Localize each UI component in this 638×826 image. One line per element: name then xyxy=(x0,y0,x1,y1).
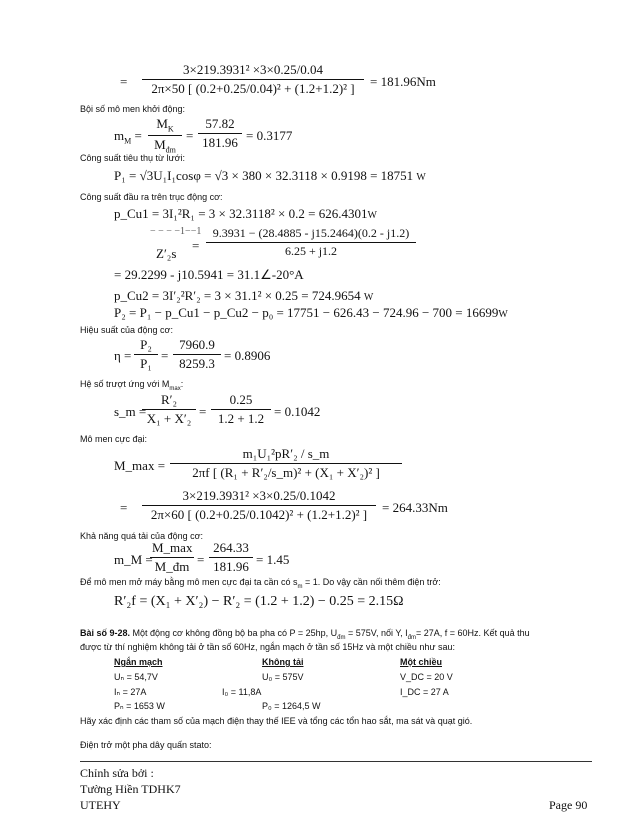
table-header: Không tải xyxy=(262,657,304,667)
slip-fraction: $\frac{\text{R′₂}}{\text{X₁ + X′₂}}$ xyxy=(142,392,196,427)
overload-fraction: M_max M_đm xyxy=(152,540,193,574)
impedance-label: Z′₂s xyxy=(156,246,177,261)
footer-divider xyxy=(80,761,592,762)
torque-start-result: = 181.96Nm xyxy=(370,74,436,89)
table-header: Ngắn mạch xyxy=(114,657,163,667)
footer-editor-label: Chỉnh sửa bởi : xyxy=(80,766,154,780)
output-power-equation: P₂ = P₁ − p_Cu1 − p_Cu2 − p₀ = 17751 − 626.43 − 724.96 − 700 = 16699W xyxy=(114,305,508,320)
table-cell: I_DC = 27 A xyxy=(400,687,449,697)
problem-text: được từ thí nghiệm không tải ở tần số 60Hz, ngắn mạch ở tần số 15Hz và một chiều như sau: xyxy=(80,642,455,652)
ratio-fraction: $M_K$ $M_{đm}$ xyxy=(148,116,182,154)
fraction-denominator: 2π×50 [ (0.2+0.25/0.04)² + (1.2+1.2)² ] xyxy=(151,81,355,96)
efficiency-values: $\frac{7960.9}{8259.3}$ xyxy=(173,337,221,372)
section-label: Để mô men mở máy bằng mô men cực đại ta cần có $s_m = 1$. Do vậy cần nối thêm điện trở: xyxy=(80,577,441,590)
copper-loss-stator-equation: p_Cu1 = 3I₁²R₁ = 3 × 32.3118² × 0.2 = 626.4301W xyxy=(114,206,377,221)
table-cell: U₀ = 575V xyxy=(262,672,304,682)
section-label: Hiệu suất của động cơ: xyxy=(80,325,173,335)
slip-values: $\frac{0.25}{1.2 + 1.2}$ xyxy=(211,392,271,427)
equals-sign: = xyxy=(120,74,128,89)
overload-result: = 1.45 xyxy=(256,552,290,567)
fraction-numerator: 3×219.3931² ×3×0.25/0.04 xyxy=(142,62,364,80)
section-label: Hệ số trượt ứng với $M_{max}$: xyxy=(80,379,184,392)
power-input-equation: P₁ = √3U₁I₁cosφ = √3 × 380 × 32.3118 × 0.9198 = 18751 W xyxy=(114,168,426,183)
section-label: Công suất tiêu thụ từ lưới: xyxy=(80,153,186,163)
value-fraction: $\frac{57.82}{181.96}$ xyxy=(198,116,242,151)
efficiency-result: = 0.8906 xyxy=(224,348,271,363)
efficiency-fraction: $\frac{\text{P₂}}{\text{P₁}}$ xyxy=(134,337,158,372)
section-label: Bội số mô men khởi động: xyxy=(80,104,185,114)
max-torque-fraction: $\frac{\text{3×219.3931² ×3×0.25/0.1042}}{\text{2π×60 [ (0.2+0.25/0.1042)² + (1.2+1.2)² ]}}$ xyxy=(142,488,376,523)
equation-lhs: $m_M$ = xyxy=(114,128,142,146)
table-cell: Uₙ = 54,7V xyxy=(114,672,158,682)
rotor-current-result: = 29.2299 - j10.5941 = 31.1∠-20°A xyxy=(114,267,304,282)
page-number: Page 90 xyxy=(549,798,588,812)
table-cell: Pₙ = 1653 W xyxy=(114,701,165,711)
table-cell: P₀ = 1264,5 W xyxy=(262,701,321,711)
task-text: Hãy xác định các tham số của mạch điện thay thế IEE và tổng các tổn hao sắt, ma sát và quạt gió. xyxy=(80,716,473,726)
section-label: Công suất đầu ra trên trục động cơ: xyxy=(80,192,223,202)
copper-loss-rotor-equation: p_Cu2 = 3I′₂²R′₂ = 3 × 31.1² × 0.25 = 724.9654 W xyxy=(114,288,374,303)
table-cell: Iₙ = 27A xyxy=(114,687,147,697)
footer-school: UTEHY xyxy=(80,798,121,812)
table-cell: V_DC = 20 V xyxy=(400,672,453,682)
equation-result: = 0.3177 xyxy=(246,128,293,143)
slip-result: = 0.1042 xyxy=(274,404,321,419)
section-label: Khả năng quá tải của động cơ: xyxy=(80,531,203,541)
section-label: Mô men cực đại: xyxy=(80,434,148,444)
max-torque-formula: $\frac{\text{m₁U₁²pR′₂ / s\_m}}{\text{2πf [ (R₁ + R′₂/s\_m)² + (X₁ + X′₂)² ]}}$ xyxy=(170,446,402,481)
resistor-equation: R′₂f = (X₁ + X′₂) − R′₂ = (1.2 + 1.2) − 0.25 = 2.15Ω xyxy=(114,594,404,609)
current-fraction: $\frac{9.3931 - (28.4885 - j15.2464)(0.2 - j1.2)}{6.25 + j1.2}$ xyxy=(206,226,416,259)
torque-start-fraction xyxy=(142,62,364,97)
obscured-text: − − − −1−−1 xyxy=(150,226,202,237)
stator-label: Điện trở một pha dây quấn stato: xyxy=(80,740,212,750)
table-header: Một chiều xyxy=(400,657,442,667)
table-cell: I₀ = 11,8A xyxy=(222,687,262,697)
footer-editor-name: Tường Hiền TDHK7 xyxy=(80,782,181,796)
max-torque-result: = 264.33Nm xyxy=(382,500,448,515)
overload-values: $\frac{264.33}{181.96}$ xyxy=(209,540,253,575)
problem-heading: Bài số 9-28. Một động cơ không đồng bộ ba pha có P = 25hp, $U_{đm} = 575V$, nối Y, $I_{đm}= 27A$, f = 60Hz. Kết quả thu xyxy=(80,628,530,641)
